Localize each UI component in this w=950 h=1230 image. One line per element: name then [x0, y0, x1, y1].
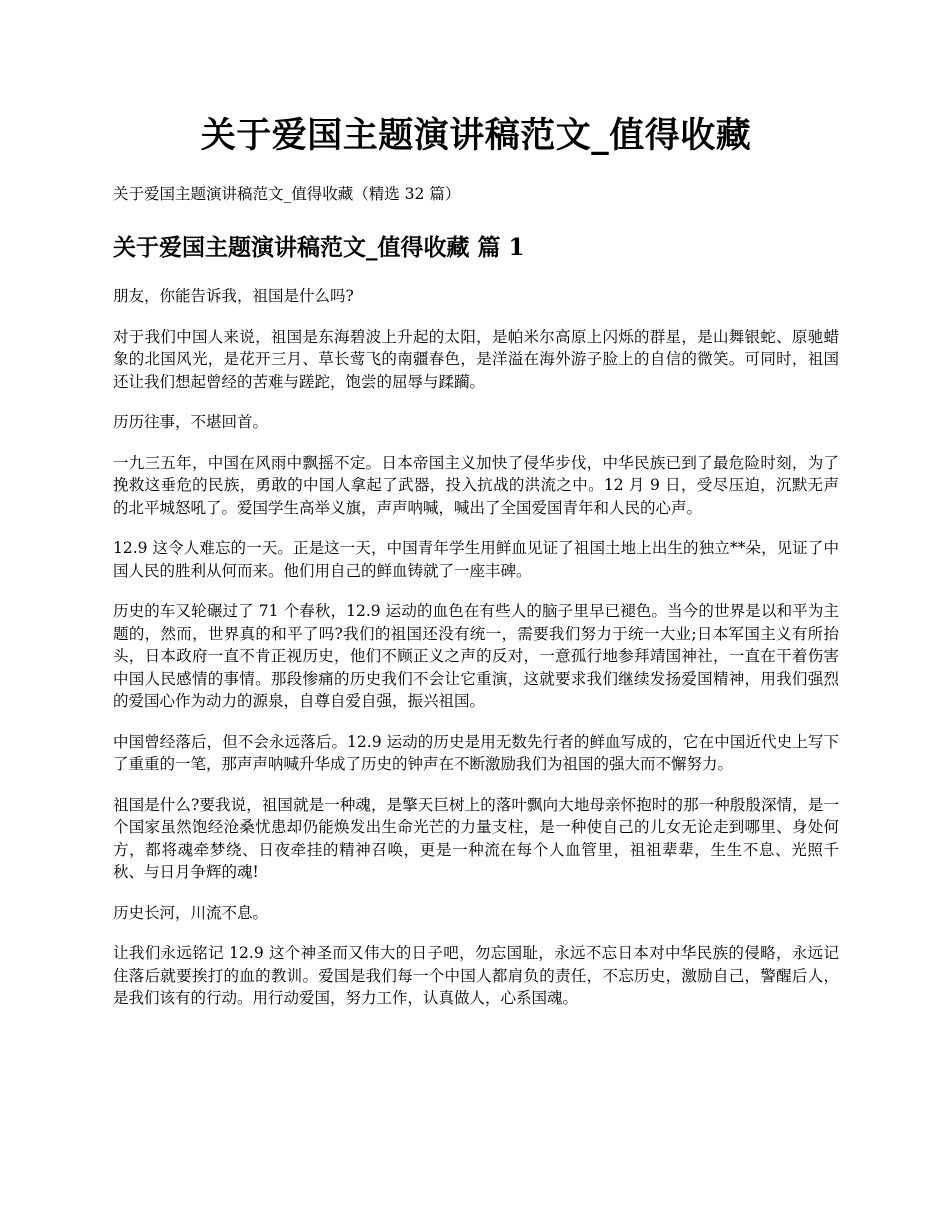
document-body	[113, 285, 839, 1028]
paragraph: 历史的车又轮碾过了 71 个春秋，12.9 运动的血色在有些人的脑子里早已褪色。当今的世界是以和平为主题的，然而，世界真的和平了吗?我们的祖国还没有统一，需要我们努力于统一大业;日本军国主义有所抬头，日本政府一直不肯正视历史，他们不顾正义之声的反对，一意孤行地参拜靖国神社，一直在干着伤害中国人民感情的事情。那段惨痛的历史我们不会让它重演，这就要求我们继续发扬爱国精神，用我们强烈的爱国心作为动力的源泉，自尊自爱自强，振兴祖国。	[113, 602, 839, 710]
section-heading: 关于爱国主题演讲稿范文_值得收藏 篇 1	[113, 234, 525, 261]
paragraph: 12.9 这令人难忘的一天。正是这一天，中国青年学生用鲜血见证了祖国土地上出生的独立**朵，见证了中国人民的胜利从何而来。他们用自己的鲜血铸就了一座丰碑。	[113, 539, 839, 580]
paragraph: 中国曾经落后，但不会永远落后。12.9 运动的历史是用无数先行者的鲜血写成的，它在中国近代史上写下了重重的一笔，那声声呐喊升华成了历史的钟声在不断激励我们为祖国的强大而不懈努力。	[113, 732, 839, 773]
document-subtitle: 关于爱国主题演讲稿范文_值得收藏（精选 32 篇）	[113, 185, 461, 203]
paragraph: 历历往事，不堪回首。	[113, 413, 269, 431]
paragraph: 祖国是什么?要我说，祖国就是一种魂，是擎天巨树上的落叶飘向大地母亲怀抱时的那一种殷殷深情，是一个国家虽然饱经沧桑忧患却仍能焕发出生命光芒的力量支柱，是一种使自己的儿女无论走到哪里、身处何方，都将魂牵梦绕、日夜牵挂的精神召唤，更是一种流在每个人血管里，祖祖辈辈，生生不息、光照千秋、与日月争辉的魂!	[113, 795, 839, 881]
paragraph: 历史长河，川流不息。	[113, 903, 269, 922]
document-title: 关于爱国主题演讲稿范文_值得收藏	[200, 115, 752, 156]
paragraph: 朋友，你能告诉我，祖国是什么吗?	[113, 287, 354, 305]
paragraph: 对于我们中国人来说，祖国是东海碧波上升起的太阳，是帕米尔高原上闪烁的群星，是山舞银蛇、原驰蜡象的北国风光，是花开三月、草长莺飞的南疆春色，是洋溢在海外游子脸上的自信的微笑。可同时，祖国还让我们想起曾经的苦难与蹉跎，饱尝的屈辱与蹂躏。	[113, 327, 839, 391]
paragraph: 一九三五年，中国在风雨中飘摇不定。日本帝国主义加快了侵华步伐，中华民族已到了最危险时刻，为了挽救这垂危的民族，勇敢的中国人拿起了武器，投入抗战的洪流之中。12 月 9 日，受尽压迫，沉默无声的北平城怒吼了。爱国学生高举义旗，声声呐喊，喊出了全国爱国青年和人民的心声。	[113, 453, 839, 517]
paragraph: 让我们永远铭记 12.9 这个神圣而又伟大的日子吧，勿忘国耻，永远不忘日本对中华民族的侵略，永远记住落后就要挨打的血的教训。爱国是我们每一个中国人都肩负的责任，不忘历史，激励自己，警醒后人，是我们该有的行动。用行动爱国，努力工作，认真做人，心系国魂。	[113, 944, 839, 1007]
